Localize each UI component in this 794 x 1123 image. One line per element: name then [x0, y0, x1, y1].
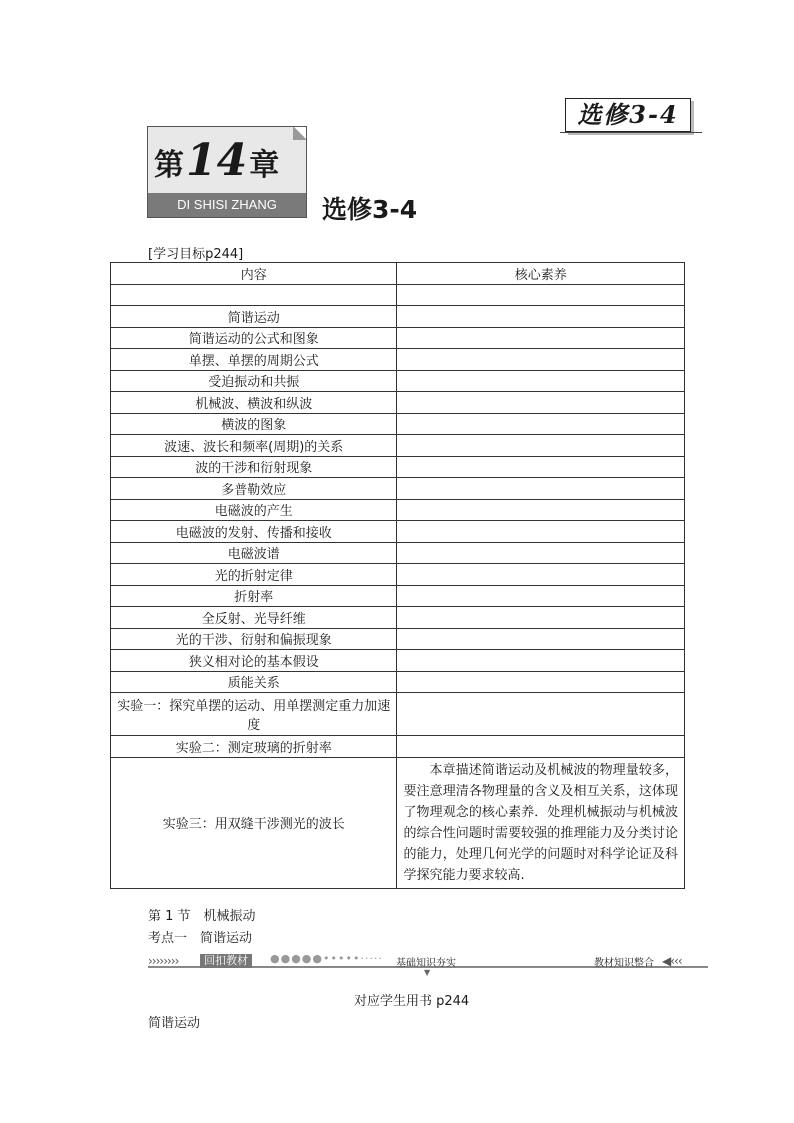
badge-underline: [560, 132, 702, 133]
table-row: [111, 542, 685, 564]
content-cell: 电磁波的发射、传播和接收: [111, 521, 397, 543]
content-cell: 单摆、单摆的周期公式: [111, 349, 397, 371]
core-cell: [397, 542, 685, 564]
core-cell: [397, 284, 685, 306]
table-row: [111, 392, 685, 414]
core-cell: [397, 564, 685, 586]
core-cell: [397, 650, 685, 672]
banner-tag: 回扣教材: [200, 954, 252, 968]
content-cell: 实验一：探究单摆的运动、用单摆测定重力加速度: [111, 693, 397, 736]
table-row: [111, 607, 685, 629]
table-row: [111, 327, 685, 349]
triangle-down-icon: ▼: [424, 968, 431, 977]
content-cell: 狭义相对论的基本假设: [111, 650, 397, 672]
core-note-cell: [397, 757, 685, 888]
chapter-block: [147, 126, 307, 218]
chapter-suffix: 章: [249, 148, 280, 183]
table-row: [111, 736, 685, 758]
lesson-title: 第 1 节 机械振动: [148, 909, 256, 924]
table-row: [111, 456, 685, 478]
core-cell: [397, 693, 685, 736]
table-row: [111, 693, 685, 736]
content-cell: 波的干涉和衍射现象: [111, 456, 397, 478]
table-row: [111, 284, 685, 306]
core-cell: [397, 413, 685, 435]
content-cell: 机械波、横波和纵波: [111, 392, 397, 414]
table-caption: [学习目标p244]: [148, 247, 244, 262]
content-cell: 简谐运动: [111, 306, 397, 328]
content-cell: 光的折射定律: [111, 564, 397, 586]
chapter-pinyin: DI SHISI ZHANG: [148, 193, 306, 217]
content-cell: 实验二：测定玻璃的折射率: [111, 736, 397, 758]
table-row: [111, 413, 685, 435]
content-cell: 质能关系: [111, 671, 397, 693]
section-banner: [148, 952, 708, 977]
table-row: [111, 650, 685, 672]
table-row: [111, 521, 685, 543]
content-cell: 受迫振动和共振: [111, 370, 397, 392]
table-row: [111, 671, 685, 693]
core-cell: [397, 306, 685, 328]
table-row: [111, 499, 685, 521]
content-cell: 折射率: [111, 585, 397, 607]
student-book-ref: 对应学生用书 p244: [354, 994, 470, 1009]
content-cell: [111, 284, 397, 306]
table-header-row: [111, 263, 685, 285]
chapter-number: 14: [186, 135, 248, 186]
table-row: [111, 757, 685, 888]
core-cell: [397, 456, 685, 478]
core-cell: [397, 435, 685, 457]
core-cell: [397, 392, 685, 414]
core-note: 本章描述简谐运动及机械波的物理量较多，要注意理清各物理量的含义及相互关系，这体现了物理观念的核心素养．处理机械振动与机械波的综合性问题时需要较强的推理能力及分类讨论的能力，处理几何光学的问题时对科学论证及科学探究能力要求较高.: [403, 762, 678, 883]
chapter-label: 选修3-4: [322, 195, 418, 224]
table-row: [111, 306, 685, 328]
core-cell: [397, 521, 685, 543]
banner-right-label: 教材知识整合: [594, 958, 654, 969]
content-cell: 简谐运动的公式和图象: [111, 327, 397, 349]
table-row: [111, 628, 685, 650]
core-cell: [397, 607, 685, 629]
chapter-title: [154, 133, 300, 189]
content-cell: 横波的图象: [111, 413, 397, 435]
chevrons-right-icon: ››››››››: [148, 954, 179, 968]
core-cell: [397, 671, 685, 693]
learning-goals-table: [110, 262, 685, 889]
header-content: 内容: [111, 263, 397, 285]
chevrons-left-icon: ◀‹‹‹: [662, 954, 682, 968]
table-row: [111, 564, 685, 586]
content-cell: 全反射、光导纤维: [111, 607, 397, 629]
core-cell: [397, 478, 685, 500]
table-row: [111, 349, 685, 371]
module-badge: 选修3-4: [565, 98, 691, 132]
header-core: 核心素养: [397, 263, 685, 285]
core-cell: [397, 349, 685, 371]
content-cell: 波速、波长和频率(周期)的关系: [111, 435, 397, 457]
table-row: [111, 370, 685, 392]
core-cell: [397, 628, 685, 650]
content-cell: 电磁波谱: [111, 542, 397, 564]
core-cell: [397, 327, 685, 349]
core-cell: [397, 499, 685, 521]
banner-middle-label: 基础知识夯实: [396, 958, 456, 969]
core-cell: [397, 370, 685, 392]
core-cell: [397, 585, 685, 607]
subheading: 简谐运动: [148, 1016, 201, 1031]
dots-decoration-icon: ●●●●●•••••·····: [270, 952, 383, 965]
core-cell: [397, 736, 685, 758]
table-row: [111, 478, 685, 500]
chapter-prefix: 第: [154, 148, 184, 183]
table-row: [111, 435, 685, 457]
content-cell: 多普勒效应: [111, 478, 397, 500]
table-row: [111, 585, 685, 607]
content-cell: 实验三：用双缝干涉测光的波长: [111, 757, 397, 888]
topic-title: 考点一 简谐运动: [148, 931, 253, 946]
content-cell: 光的干涉、衍射和偏振现象: [111, 628, 397, 650]
content-cell: 电磁波的产生: [111, 499, 397, 521]
